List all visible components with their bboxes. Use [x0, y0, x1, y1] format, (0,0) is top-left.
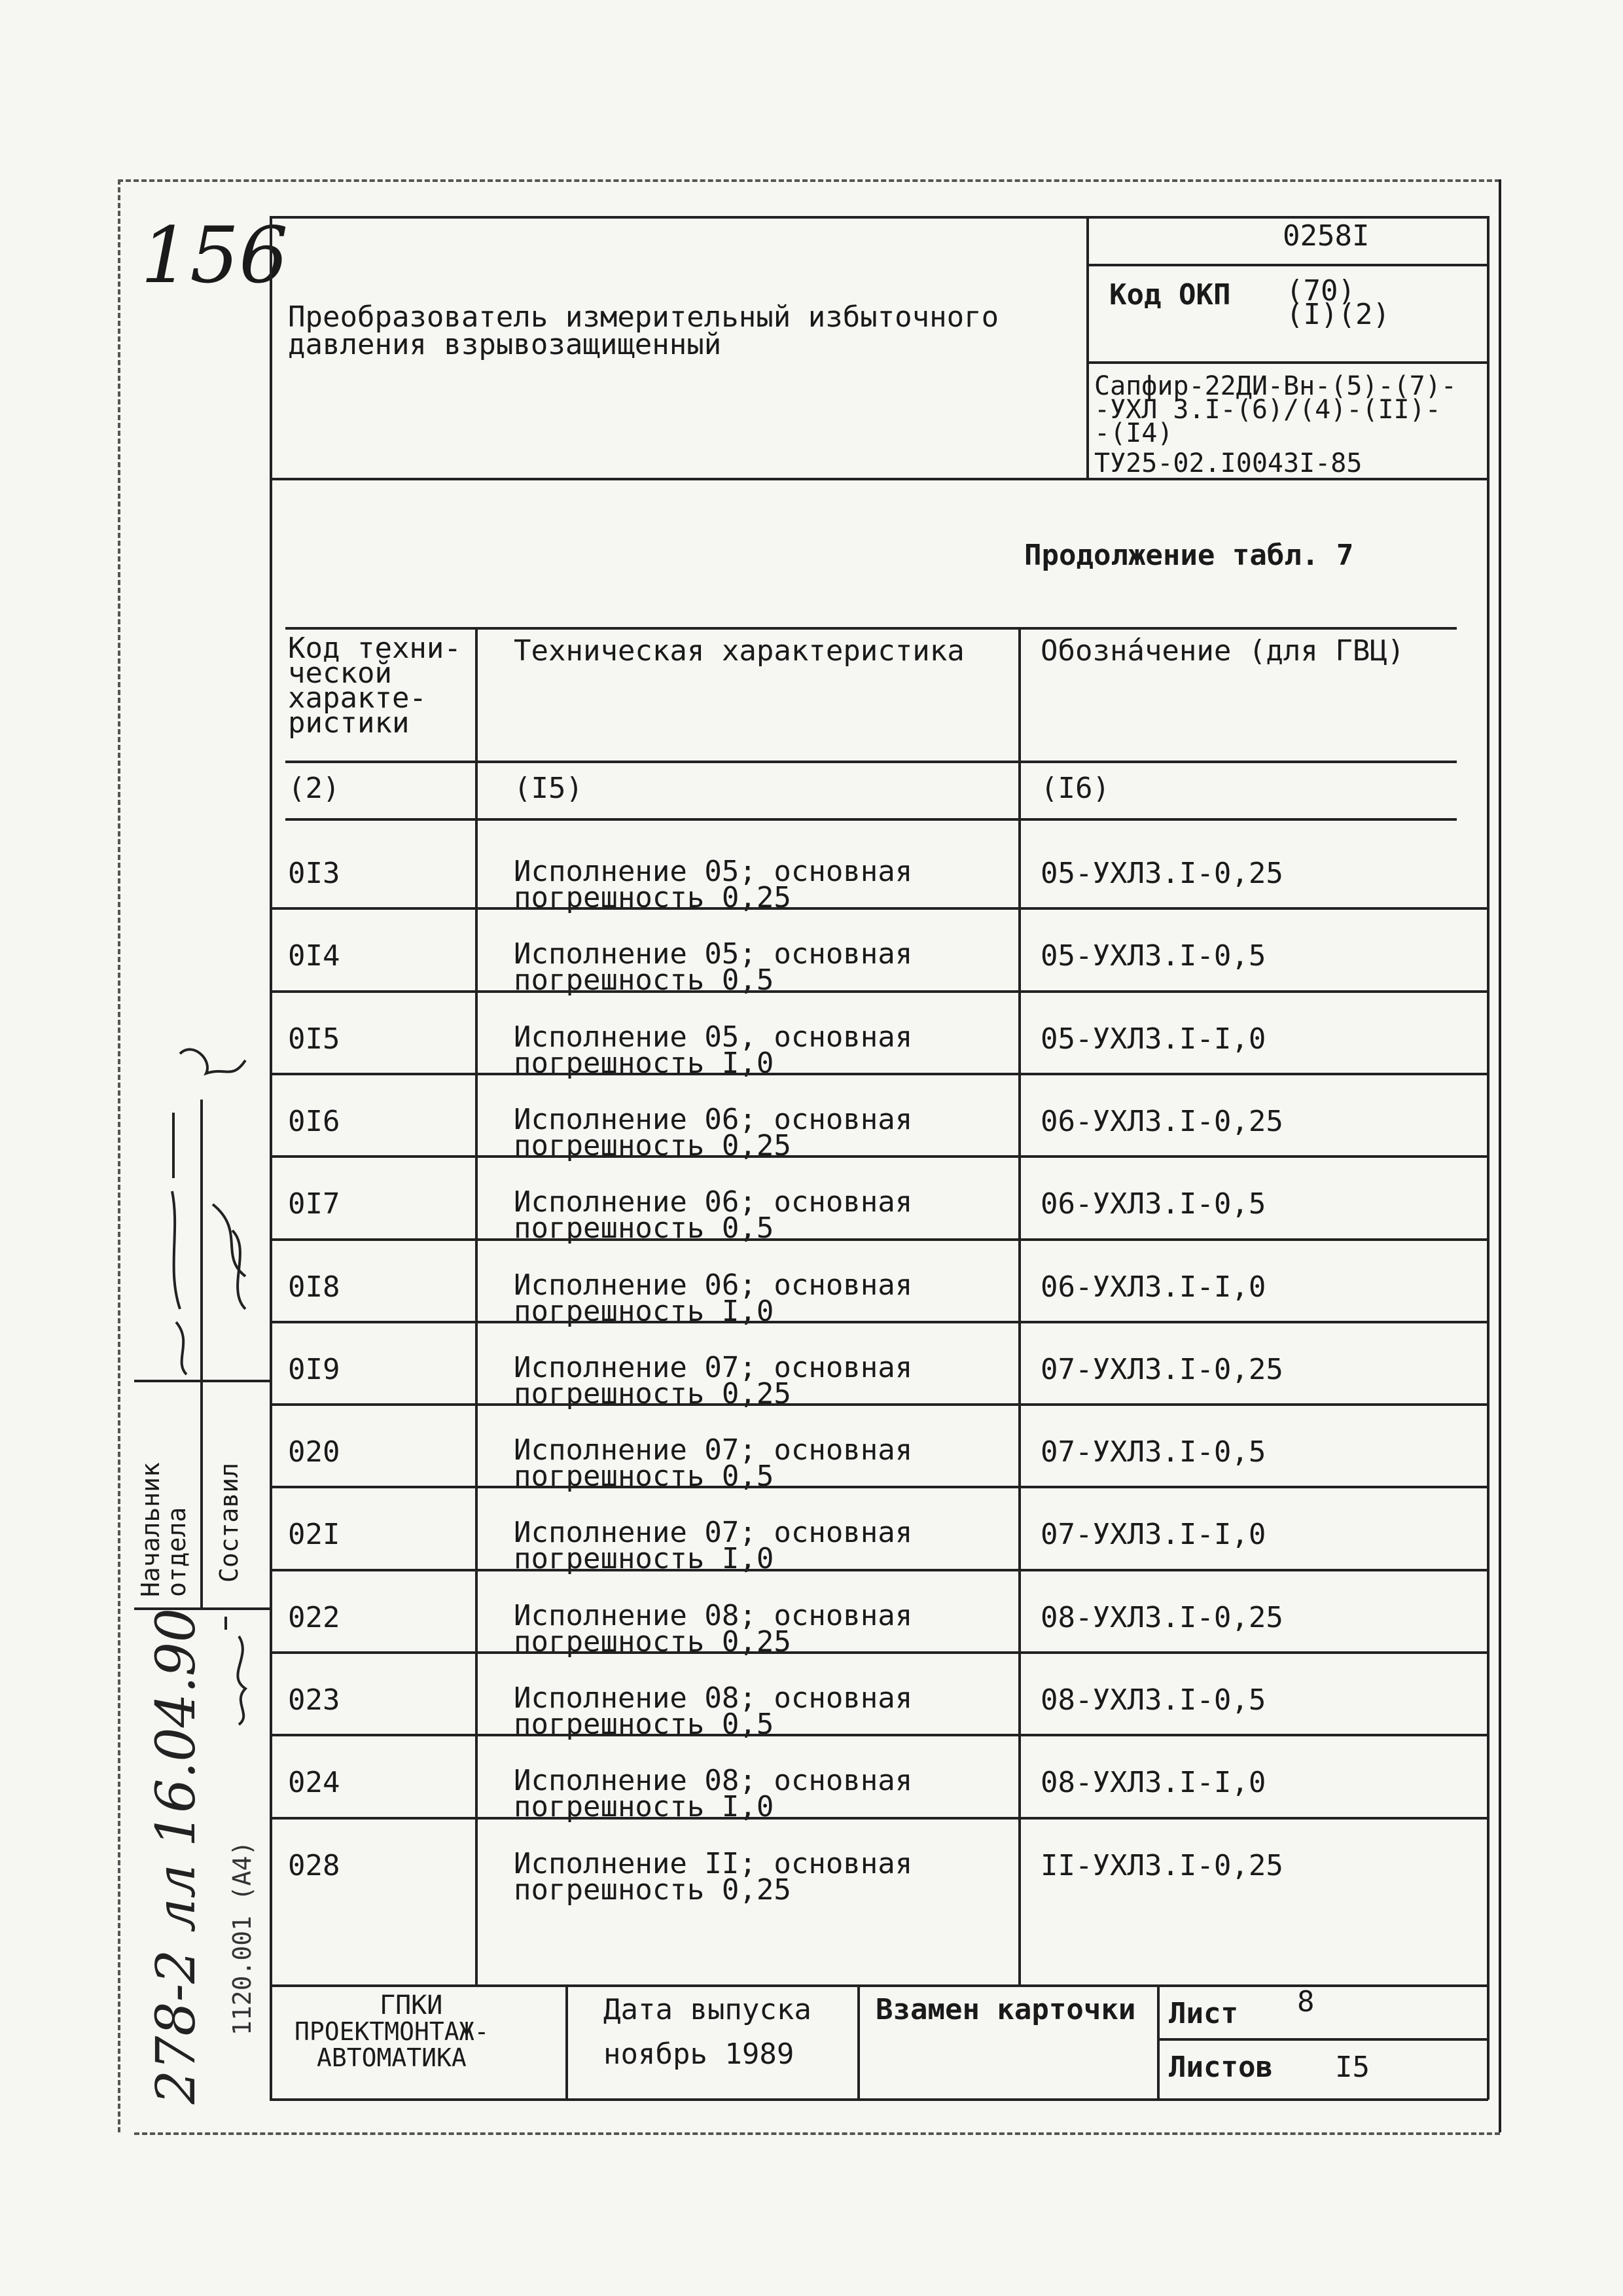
table-row-code: 024: [288, 1766, 340, 1799]
table-row-desc-line2: погрешность 0,5: [514, 963, 774, 997]
table-row-desc-line1: Исполнение 08; основная: [514, 1681, 913, 1715]
column-number-separator: [285, 818, 1457, 821]
table-row-line: [270, 990, 1488, 993]
table-row-desc-line1: Исполнение 05, основная: [514, 1020, 913, 1054]
org-name-line1: ГПКИ: [380, 1990, 443, 2020]
sheet-number: 8: [1297, 1985, 1315, 2018]
card-code: 0258I: [1283, 219, 1370, 253]
table-row-code: 0I5: [288, 1022, 340, 1056]
table-row-desc-line2: погрешность 0,25: [514, 1625, 791, 1659]
outer-frame-right: [1499, 179, 1501, 2132]
okp-label: Код ОКП: [1109, 278, 1231, 312]
org-name-line2: ПРОЕКТМОНТАЖ-: [294, 2017, 490, 2046]
table-top-line: [285, 627, 1457, 630]
margin-signatures: [134, 1034, 265, 1388]
table-row-desc-line1: Исполнение 05; основная: [514, 855, 913, 888]
sheets-total-value: I5: [1335, 2051, 1370, 2084]
sheets-total-label: Листов: [1169, 2051, 1273, 2084]
col-header-characteristic: Техническая характеристика: [514, 634, 965, 668]
table-row-desc-line2: погрешность 0,5: [514, 1211, 774, 1245]
table-row-line: [270, 1651, 1488, 1654]
table-row-designation: 08-УХЛ3.I-0,5: [1041, 1683, 1266, 1717]
table-row-desc-line2: погрешность 0,25: [514, 881, 791, 914]
table-row-line: [270, 1073, 1488, 1075]
table-row-designation: 05-УХЛ3.I-0,25: [1041, 857, 1283, 890]
outer-frame-bottom: [134, 2132, 1500, 2135]
compiled-signature: [213, 1610, 265, 1728]
table-row-desc-line2: погрешность I,0: [514, 1047, 774, 1080]
designation-line1: Сапфир-22ДИ-Вн-(5)-(7)-: [1094, 371, 1457, 401]
table-row-desc-line1: Исполнение 08; основная: [514, 1764, 913, 1797]
table-row-desc-line1: Исполнение 06; основная: [514, 1185, 913, 1219]
table-row-code: 0I9: [288, 1353, 340, 1386]
table-row-desc-line2: погрешность 0,5: [514, 1708, 774, 1741]
table-row-line: [270, 1569, 1488, 1571]
col-number-characteristic: (I5): [514, 772, 583, 805]
margin-handwritten-date: 278-2 лл 16.04.90: [145, 1607, 207, 2104]
table-row-code: 0I4: [288, 939, 340, 973]
header-divider: [1086, 216, 1089, 478]
col-header-code-1: Код техни-: [288, 632, 461, 665]
table-row-line: [270, 907, 1488, 910]
table-row-code: 0I3: [288, 857, 340, 890]
table-row-designation: 06-УХЛ3.I-0,5: [1041, 1187, 1266, 1221]
table-row-desc-line2: погрешность 0,5: [514, 1460, 774, 1493]
table-row-designation: 08-УХЛ3.I-0,25: [1041, 1601, 1283, 1634]
col-divider-2: [1018, 627, 1021, 1984]
table-row-line: [270, 1734, 1488, 1736]
footer-divider-1: [565, 1984, 568, 2100]
table-row-designation: 08-УХЛ3.I-I,0: [1041, 1766, 1266, 1799]
card-bottom-border: [270, 2098, 1488, 2101]
header-code-line: [1086, 264, 1487, 266]
release-date-label: Дата выпуска: [603, 1993, 812, 2026]
table-row-desc-line1: Исполнение 06; основная: [514, 1103, 913, 1136]
table-row-designation: 07-УХЛ3.I-0,25: [1041, 1353, 1283, 1386]
product-title-line2: давления взрывозащищенный: [288, 328, 722, 361]
table-row-desc-line2: погрешность 0,25: [514, 1377, 791, 1410]
table-row-code: 0I6: [288, 1105, 340, 1138]
table-row-desc-line1: Исполнение 07; основная: [514, 1516, 913, 1549]
header-bottom-line: [270, 478, 1488, 480]
table-row-code: 0I8: [288, 1270, 340, 1304]
col-header-designation: Обозна́чение (для ГВЦ): [1041, 634, 1405, 668]
col-header-code-4: ристики: [288, 706, 410, 740]
designation-line3: -(I4): [1094, 418, 1173, 448]
designation-spec: ТУ25-02.I0043I-85: [1094, 452, 1363, 476]
table-row-designation: 05-УХЛ3.I-0,5: [1041, 939, 1266, 973]
table-row-code: 0I7: [288, 1187, 340, 1221]
table-row-designation: 06-УХЛ3.I-0,25: [1041, 1105, 1283, 1138]
sheet-label: Лист: [1169, 1997, 1238, 2030]
org-name-line3: АВТОМАТИКА: [317, 2043, 467, 2072]
product-title-line1: Преобразователь измерительный избыточного: [288, 300, 999, 334]
table-row-code: 02I: [288, 1518, 340, 1551]
table-row-designation: 06-УХЛ3.I-I,0: [1041, 1270, 1266, 1304]
table-row-designation: 05-УХЛ3.I-I,0: [1041, 1022, 1266, 1056]
table-row-desc-line2: погрешность I,0: [514, 1542, 774, 1575]
header-separator: [285, 761, 1457, 763]
table-row-desc-line2: погрешность 0,25: [514, 1129, 791, 1162]
table-row-line: [270, 1321, 1488, 1323]
footer-divider-3: [1157, 1984, 1160, 2100]
table-row-designation: 07-УХЛ3.I-0,5: [1041, 1435, 1266, 1469]
table-row-line: [270, 1155, 1488, 1158]
okp-value-bottom: (I)(2): [1286, 298, 1390, 331]
table-row-desc-line1: Исполнение 06; основная: [514, 1268, 913, 1302]
margin-label-head-of-department: Начальник отдела: [136, 1462, 191, 1597]
table-row-desc-line2: погрешность I,0: [514, 1790, 774, 1823]
table-row-desc-line2: погрешность I,0: [514, 1295, 774, 1328]
col-divider-1: [475, 627, 478, 1984]
footer-divider-2: [857, 1984, 860, 2100]
outer-frame-left: [118, 179, 120, 2132]
footer-sheet-separator: [1157, 2038, 1488, 2041]
table-row-designation: II-УХЛ3.I-0,25: [1041, 1849, 1283, 1882]
outer-frame-top: [118, 179, 1500, 182]
margin-label-compiled: Составил: [215, 1462, 243, 1583]
col-header-code-2: ческой: [288, 656, 392, 690]
table-row-code: 020: [288, 1435, 340, 1469]
table-row-desc-line2: погрешность 0,25: [514, 1873, 791, 1907]
table-row-line: [270, 1817, 1488, 1820]
table-row-line: [270, 1486, 1488, 1488]
col-number-code: (2): [288, 772, 340, 805]
corner-number: 156: [141, 210, 289, 300]
margin-stamp-code: 1120.001 (А4): [228, 1840, 257, 2036]
card-top-border: [270, 216, 1488, 219]
col-number-designation: (I6): [1041, 772, 1110, 805]
table-row-code: 028: [288, 1849, 340, 1882]
table-row-line: [270, 1403, 1488, 1406]
table-row-desc-line1: Исполнение 07; основная: [514, 1351, 913, 1384]
table-row-desc-line1: Исполнение 07; основная: [514, 1433, 913, 1467]
table-row-desc-line1: Исполнение 08; основная: [514, 1599, 913, 1632]
table-row-code: 023: [288, 1683, 340, 1717]
table-row-code: 022: [288, 1601, 340, 1634]
replaces-card-label: Взамен карточки: [876, 1993, 1136, 2026]
table-row-line: [270, 1238, 1488, 1241]
table-row-desc-line1: Исполнение II; основная: [514, 1847, 913, 1880]
table-row-desc-line1: Исполнение 05; основная: [514, 937, 913, 971]
header-okp-line: [1086, 361, 1487, 364]
okp-value-top: (70): [1286, 274, 1355, 308]
designation-line2: -УХЛ 3.I-(6)/(4)-(II)-: [1094, 395, 1441, 425]
table-row-designation: 07-УХЛ3.I-I,0: [1041, 1518, 1266, 1551]
table-caption: Продолжение табл. 7: [1024, 539, 1354, 572]
release-date-value: ноябрь 1989: [603, 2037, 794, 2071]
col-header-code-3: характе-: [288, 681, 427, 715]
